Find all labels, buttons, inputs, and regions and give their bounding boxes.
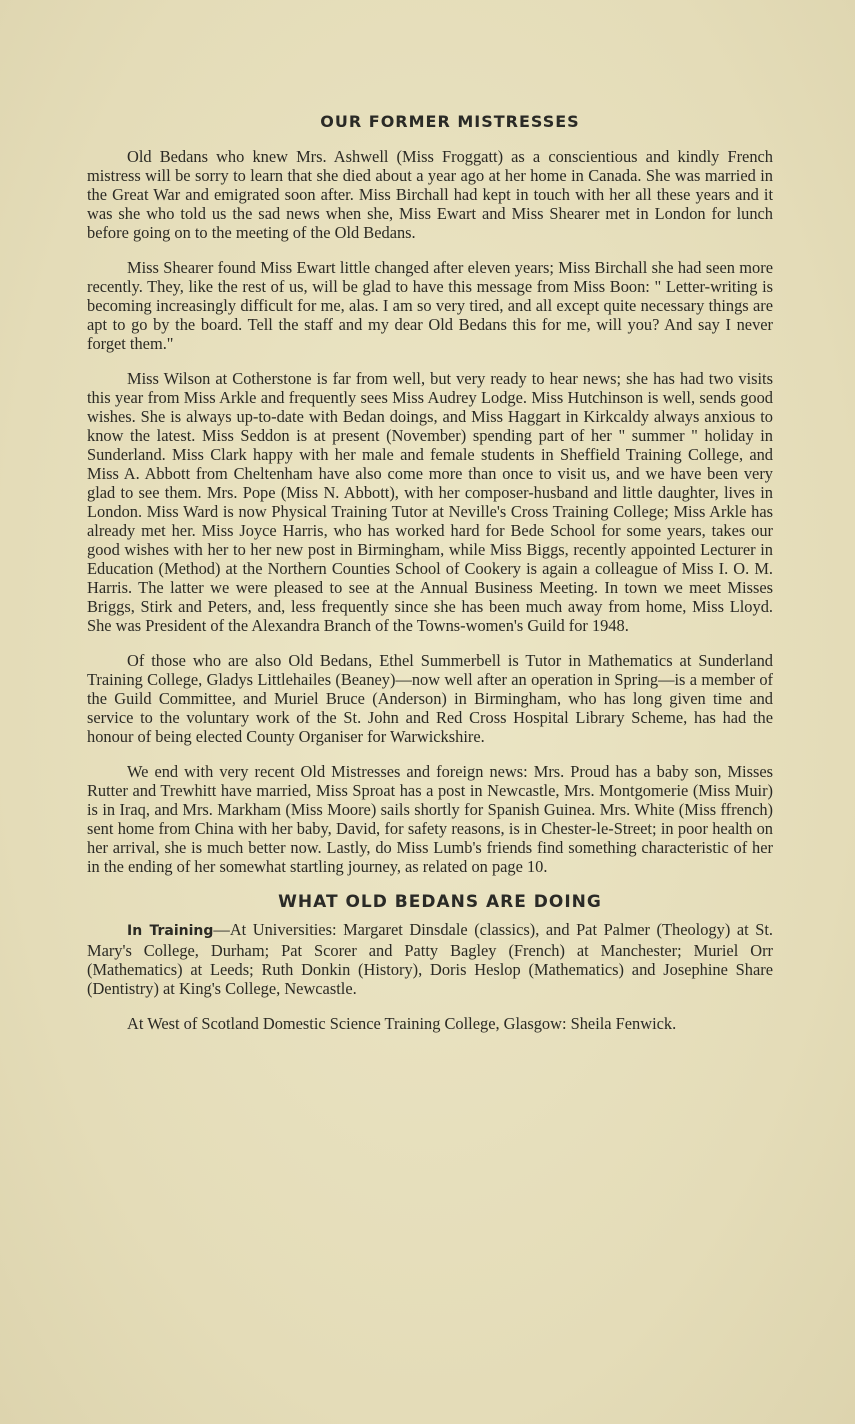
text-column [87,112,773,1049]
paragraph-ashwell: Old Bedans who knew Mrs. Ashwell (Miss Froggatt) as a conscientious and kindly French mistress will be sorry to learn that she died about a year ago at her home in Canada. She was married in the Great War and emigrated soon after. Miss Birchall had kept in touch with her all these years and it was she who told us the sad news when she, Miss Ewart and Miss Shearer met in London for lunch before going on to the meeting of the Old Bedans. [87,147,773,242]
paragraph-wilson: Miss Wilson at Cotherstone is far from well, but very ready to hear news; she has had two visits this year from Miss Arkle and frequently sees Miss Audrey Lodge. Miss Hutchinson is well, sends good wishes. She is always up-to-date with Bedan doings, and Miss Haggart in Kirkcaldy always anxious to know the latest. Miss Seddon is at present (November) spending part of her " summer " holiday in Sunderland. Miss Clark happy with her male and female students in Sheffield Training College, and Miss A. Abbott from Cheltenham have also come more than once to visit us, and we have been very glad to see them. Mrs. Pope (Miss N. Abbott), with her composer-husband and little daughter, lives in London. Miss Ward is now Physical Training Tutor at Neville's Cross Training College; Miss Arkle has already met her. Miss Joyce Harris, who has worked hard for Bede School for some years, takes our good wishes with her to her new post in Birmingham, while Miss Biggs, recently appointed Lecturer in Education (Method) at the Northern Counties School of Cookery is again a colleague of Miss I. O. M. Harris. The latter we were pleased to see at the Annual Business Meeting. In town we meet Misses Briggs, Stirk and Peters, and, less frequently since she has been much away from home, Miss Lloyd. She was President of the Alexandra Branch of the Towns-women's Guild for 1948. [87,369,773,635]
in-training-text: —At Universities: Margaret Dinsdale (classics), and Pat Palmer (Theology) at St. Mary's College, Durham; Pat Scorer and Patty Bagley (French) at Manchester; Muriel Orr (Mathematics) at Leeds; Ruth Donkin (History), Doris Heslop (Mathematics) and Josephine Share (Dentistry) at King's College, Newcastle. [87,920,773,998]
paragraph-in-training [87,920,773,998]
paragraph-old-bedans-staff: Of those who are also Old Bedans, Ethel Summerbell is Tutor in Mathematics at Sunderland Training College, Gladys Littlehailes (Beaney)—now well after an operation in Spring—is a member of the Guild Committee, and Muriel Bruce (Anderson) in Birmingham, who has long given time and service to the voluntary work of the St. John and Red Cross Hospital Library Scheme, has had the honour of being elected County Organiser for Warwickshire. [87,651,773,746]
paragraph-shearer: Miss Shearer found Miss Ewart little changed after eleven years; Miss Birchall she had seen more recently. They, like the rest of us, will be glad to have this message from Miss Boon: " Letter-writing is becoming increasingly difficult for me, alas. I am so very tired, and all except quite necessary things are apt to go by the board. Tell the staff and my dear Old Bedans this for me, will you? And say I never forget them." [87,258,773,353]
paragraph-glasgow: At West of Scotland Domestic Science Training College, Glasgow: Sheila Fenwick. [127,1014,677,1033]
in-training-lead: In Training [127,923,214,939]
section-heading-former-mistresses: OUR FORMER MISTRESSES [320,112,580,131]
paragraph-recent-news: We end with very recent Old Mistresses and foreign news: Mrs. Proud has a baby son, Misses Rutter and Trewhitt have married, Miss Sproat has a post in Newcastle, Mrs. Montgomerie (Miss Muir) is in Iraq, and Mrs. Markham (Miss Moore) sails shortly for Spanish Guinea. Mrs. White (Miss ffrench) sent home from China with her baby, David, for safety reasons, is in Chester-le-Street; in poor health on her arrival, she is much better now. Lastly, do Miss Lumb's friends find something characteristic of her in the ending of her somewhat startling journey, as related on page 10. [87,762,773,876]
section-heading-what-old-bedans-doing: WHAT OLD BEDANS ARE DOING [278,892,602,912]
